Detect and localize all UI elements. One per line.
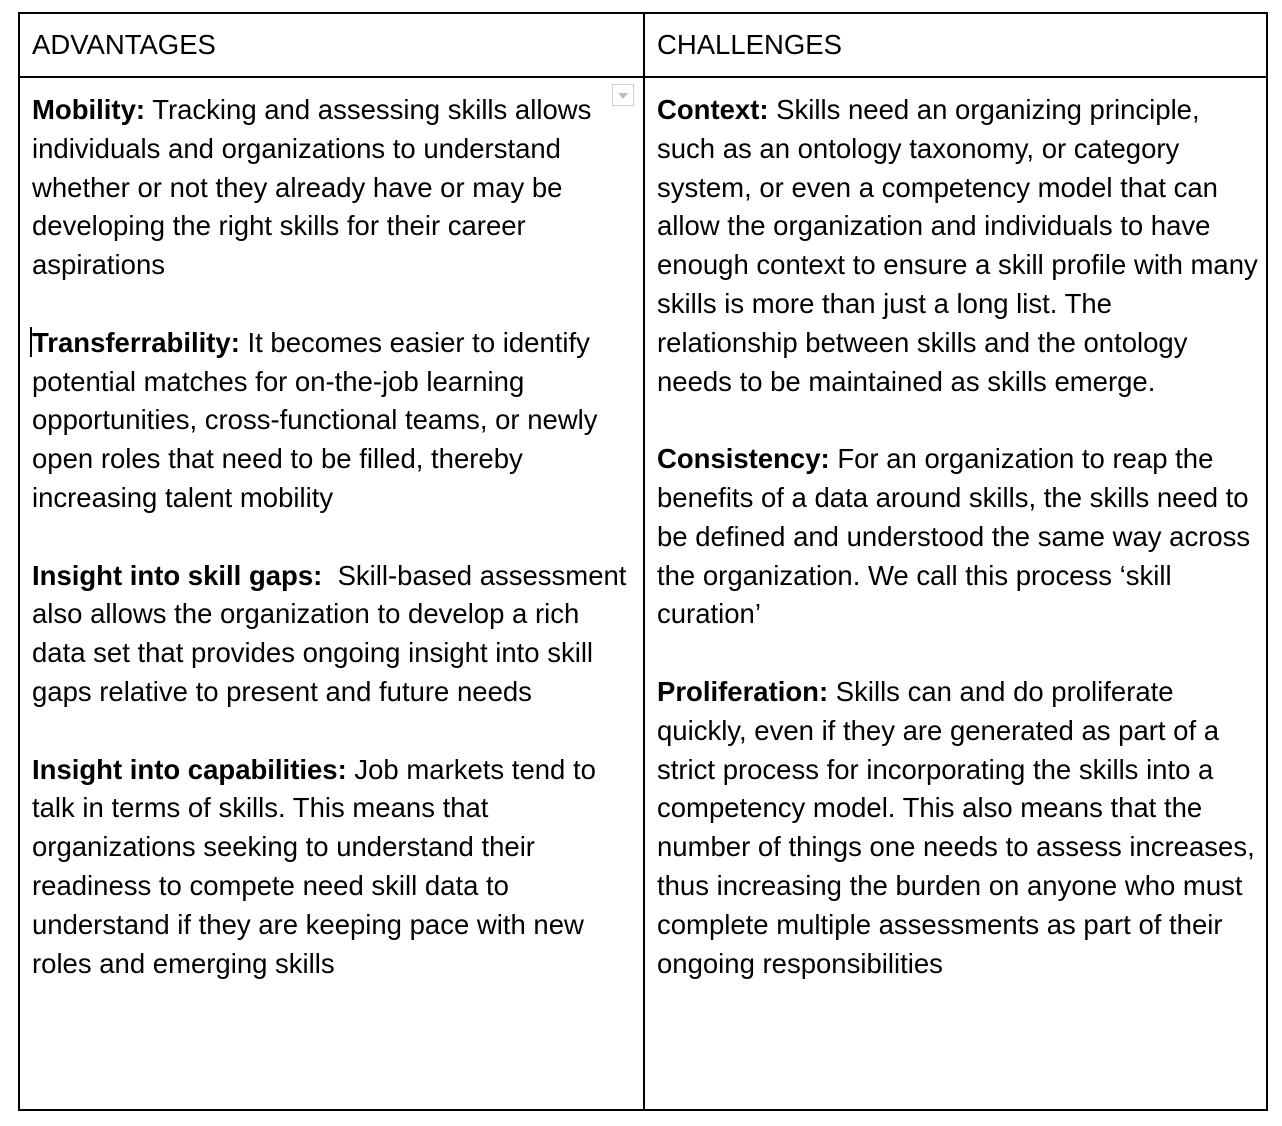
advantage-mobility: [32, 91, 633, 285]
challenge-term: Context:: [657, 94, 769, 125]
advantage-term: Transferrability:: [32, 326, 240, 358]
advantage-text: It becomes easier to identify potential matches for on-the-job learning opportunities, cross-functional teams, or newly open roles that need to be filled, thereby increasing talent mobility: [32, 326, 598, 513]
advantages-challenges-table: [18, 12, 1268, 1111]
challenge-term: Consistency:: [657, 443, 830, 475]
header-challenges[interactable]: CHALLENGES: [657, 29, 842, 60]
challenge-text: Skills need an organizing principle, such as an ontology taxonomy, or category system, or even a competency model that can allow the organization and individuals to have enough context to ensure a skill profile with many skills is more than just a long list. The relationship between skills and the ontology needs to be maintained as skills emerge.: [657, 94, 1258, 397]
advantages-cell[interactable]: [20, 78, 643, 1022]
advantage-text: Tracking and assessing skills allows individuals and organizations to understand whether or not they already have or may be developing the right skills for their career aspirations: [32, 94, 592, 281]
dropdown-triangle-icon[interactable]: [612, 84, 634, 106]
advantage-skill-gaps: [32, 557, 633, 712]
header-advantages[interactable]: ADVANTAGES: [32, 29, 216, 60]
challenge-text: For an organization to reap the benefits of a data around skills, the skills need to be defined and understood the same way across the organization. We call this process ‘skill curation’: [657, 443, 1251, 630]
challenge-text: Skills can and do proliferate quickly, even if they are generated as part of a strict process for incorporating the skills into a competency model. This also means that the number of things one needs to assess increases, thus increasing the burden on anyone who must complete multiple assessments as part of their ongoing responsibilities: [657, 675, 1255, 979]
advantage-term: Mobility:: [32, 94, 146, 125]
challenge-context: [657, 91, 1258, 401]
advantage-capabilities: [32, 751, 633, 984]
challenge-term: Proliferation:: [657, 675, 829, 707]
advantage-text: Job markets tend to talk in terms of skills. This means that organizations seeking to understand their readiness to compete need skill data to understand if they are keeping pace with new roles and emerging skills: [32, 753, 596, 979]
challenges-cell[interactable]: [645, 78, 1268, 1022]
advantage-text: Skill-based assessment also allows the organization to develop a rich data set that provides ongoing insight into skill gaps relative to present and future needs: [32, 559, 635, 707]
advantage-term: Insight into skill gaps:: [32, 559, 323, 591]
challenge-consistency: [657, 440, 1258, 634]
challenge-proliferation: [657, 673, 1258, 983]
advantage-term: Insight into capabilities:: [32, 753, 347, 785]
advantage-transferrability: [32, 324, 633, 518]
